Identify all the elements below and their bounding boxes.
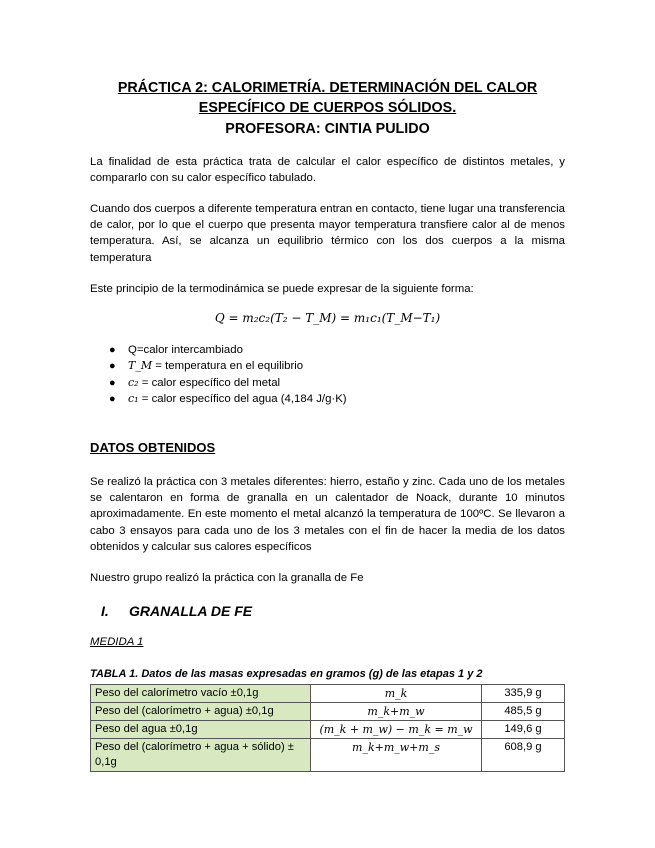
- row-label: Peso del (calorímetro + agua) ±0,1g: [91, 703, 311, 721]
- row-formula: m_k+m_w+m_s: [311, 739, 482, 772]
- group-paragraph: Nuestro grupo realizó la práctica con la granalla de Fe: [90, 572, 364, 584]
- list-item: ● c₁ = calor específico del agua (4,184 J/g·K): [106, 391, 347, 407]
- section-number: I.: [101, 603, 109, 619]
- title-line-1: PRÁCTICA 2: CALORIMETRÍA. DETERMINACIÓN DEL CALOR: [117, 80, 538, 96]
- theory-paragraph: Cuando dos cuerpos a diferente temperatura entran en contacto, tiene lugar una transferencia de calor, por lo que el cuerpo que presenta mayor temperatura transfiere calor al de menos temperatura. Así, se alcanza un equilibrio térmico con los dos cuerpos a la misma temperatura: [90, 203, 565, 264]
- list-item: ● Q=calor intercambiado: [106, 342, 347, 358]
- table-row: [91, 721, 565, 739]
- title-line-2: ESPECÍFICO DE CUERPOS SÓLIDOS.: [198, 100, 457, 116]
- section-heading: [101, 603, 252, 619]
- row-label: Peso del agua ±0,1g: [91, 721, 311, 739]
- mass-table: [90, 684, 565, 772]
- bullet-icon: ●: [109, 360, 116, 373]
- table-row: [91, 685, 565, 703]
- row-value: 335,9 g: [482, 685, 565, 703]
- variable-list: [106, 342, 347, 408]
- medida-label: MEDIDA 1: [90, 636, 144, 648]
- section-title: GRANALLA DE FE: [129, 603, 253, 619]
- datos-heading: DATOS OBTENIDOS: [90, 440, 216, 455]
- list-item: ● c₂ = calor específico del metal: [106, 375, 347, 391]
- row-value: 608,9 g: [482, 739, 565, 772]
- row-formula: m_k+m_w: [311, 703, 482, 721]
- row-formula: (m_k + m_w) − m_k = m_w: [311, 721, 482, 739]
- bullet-icon: ●: [109, 376, 116, 389]
- table-caption: TABLA 1. Datos de las masas expresadas en gramos (g) de las etapas 1 y 2: [90, 668, 483, 680]
- table-row: [91, 739, 565, 772]
- intro-paragraph: La finalidad de esta práctica trata de calcular el calor específico de distintos metales, y compararlo con su calor específico tabulado.: [90, 156, 565, 185]
- row-label: Peso del calorímetro vacío ±0,1g: [91, 685, 311, 703]
- row-formula: m_k: [311, 685, 482, 703]
- list-item: ● T_M = temperatura en el equilibrio: [106, 358, 347, 374]
- bullet-icon: ●: [109, 344, 116, 356]
- row-label: Peso del (calorímetro + agua + sólido) ± 0,1g: [91, 739, 311, 772]
- principle-paragraph: Este principio de la termodinámica se puede expresar de la siguiente forma:: [90, 283, 474, 295]
- table-row: [91, 703, 565, 721]
- heat-equation: Q = m₂c₂(T₂ − T_M) = m₁c₁(T_M−T₁): [214, 311, 441, 325]
- professor-line: PROFESORA: CINTIA PULIDO: [225, 121, 430, 137]
- datos-paragraph: Se realizó la práctica con 3 metales diferentes: hierro, estaño y zinc. Cada uno de los metales se calentaron en forma de granalla en un calentador de Noack, durante 10 minutos aproximadamente. En este momento el metal alcanzó la temperatura de 100ºC. Se llevaron a cabo 3 ensayos para cada uno de los 3 metales con el fin de hacer la media de los datos obtenidos y calcular sus calores específicos: [90, 476, 565, 553]
- bullet-icon: ●: [109, 393, 116, 406]
- row-value: 485,5 g: [482, 703, 565, 721]
- row-value: 149,6 g: [482, 721, 565, 739]
